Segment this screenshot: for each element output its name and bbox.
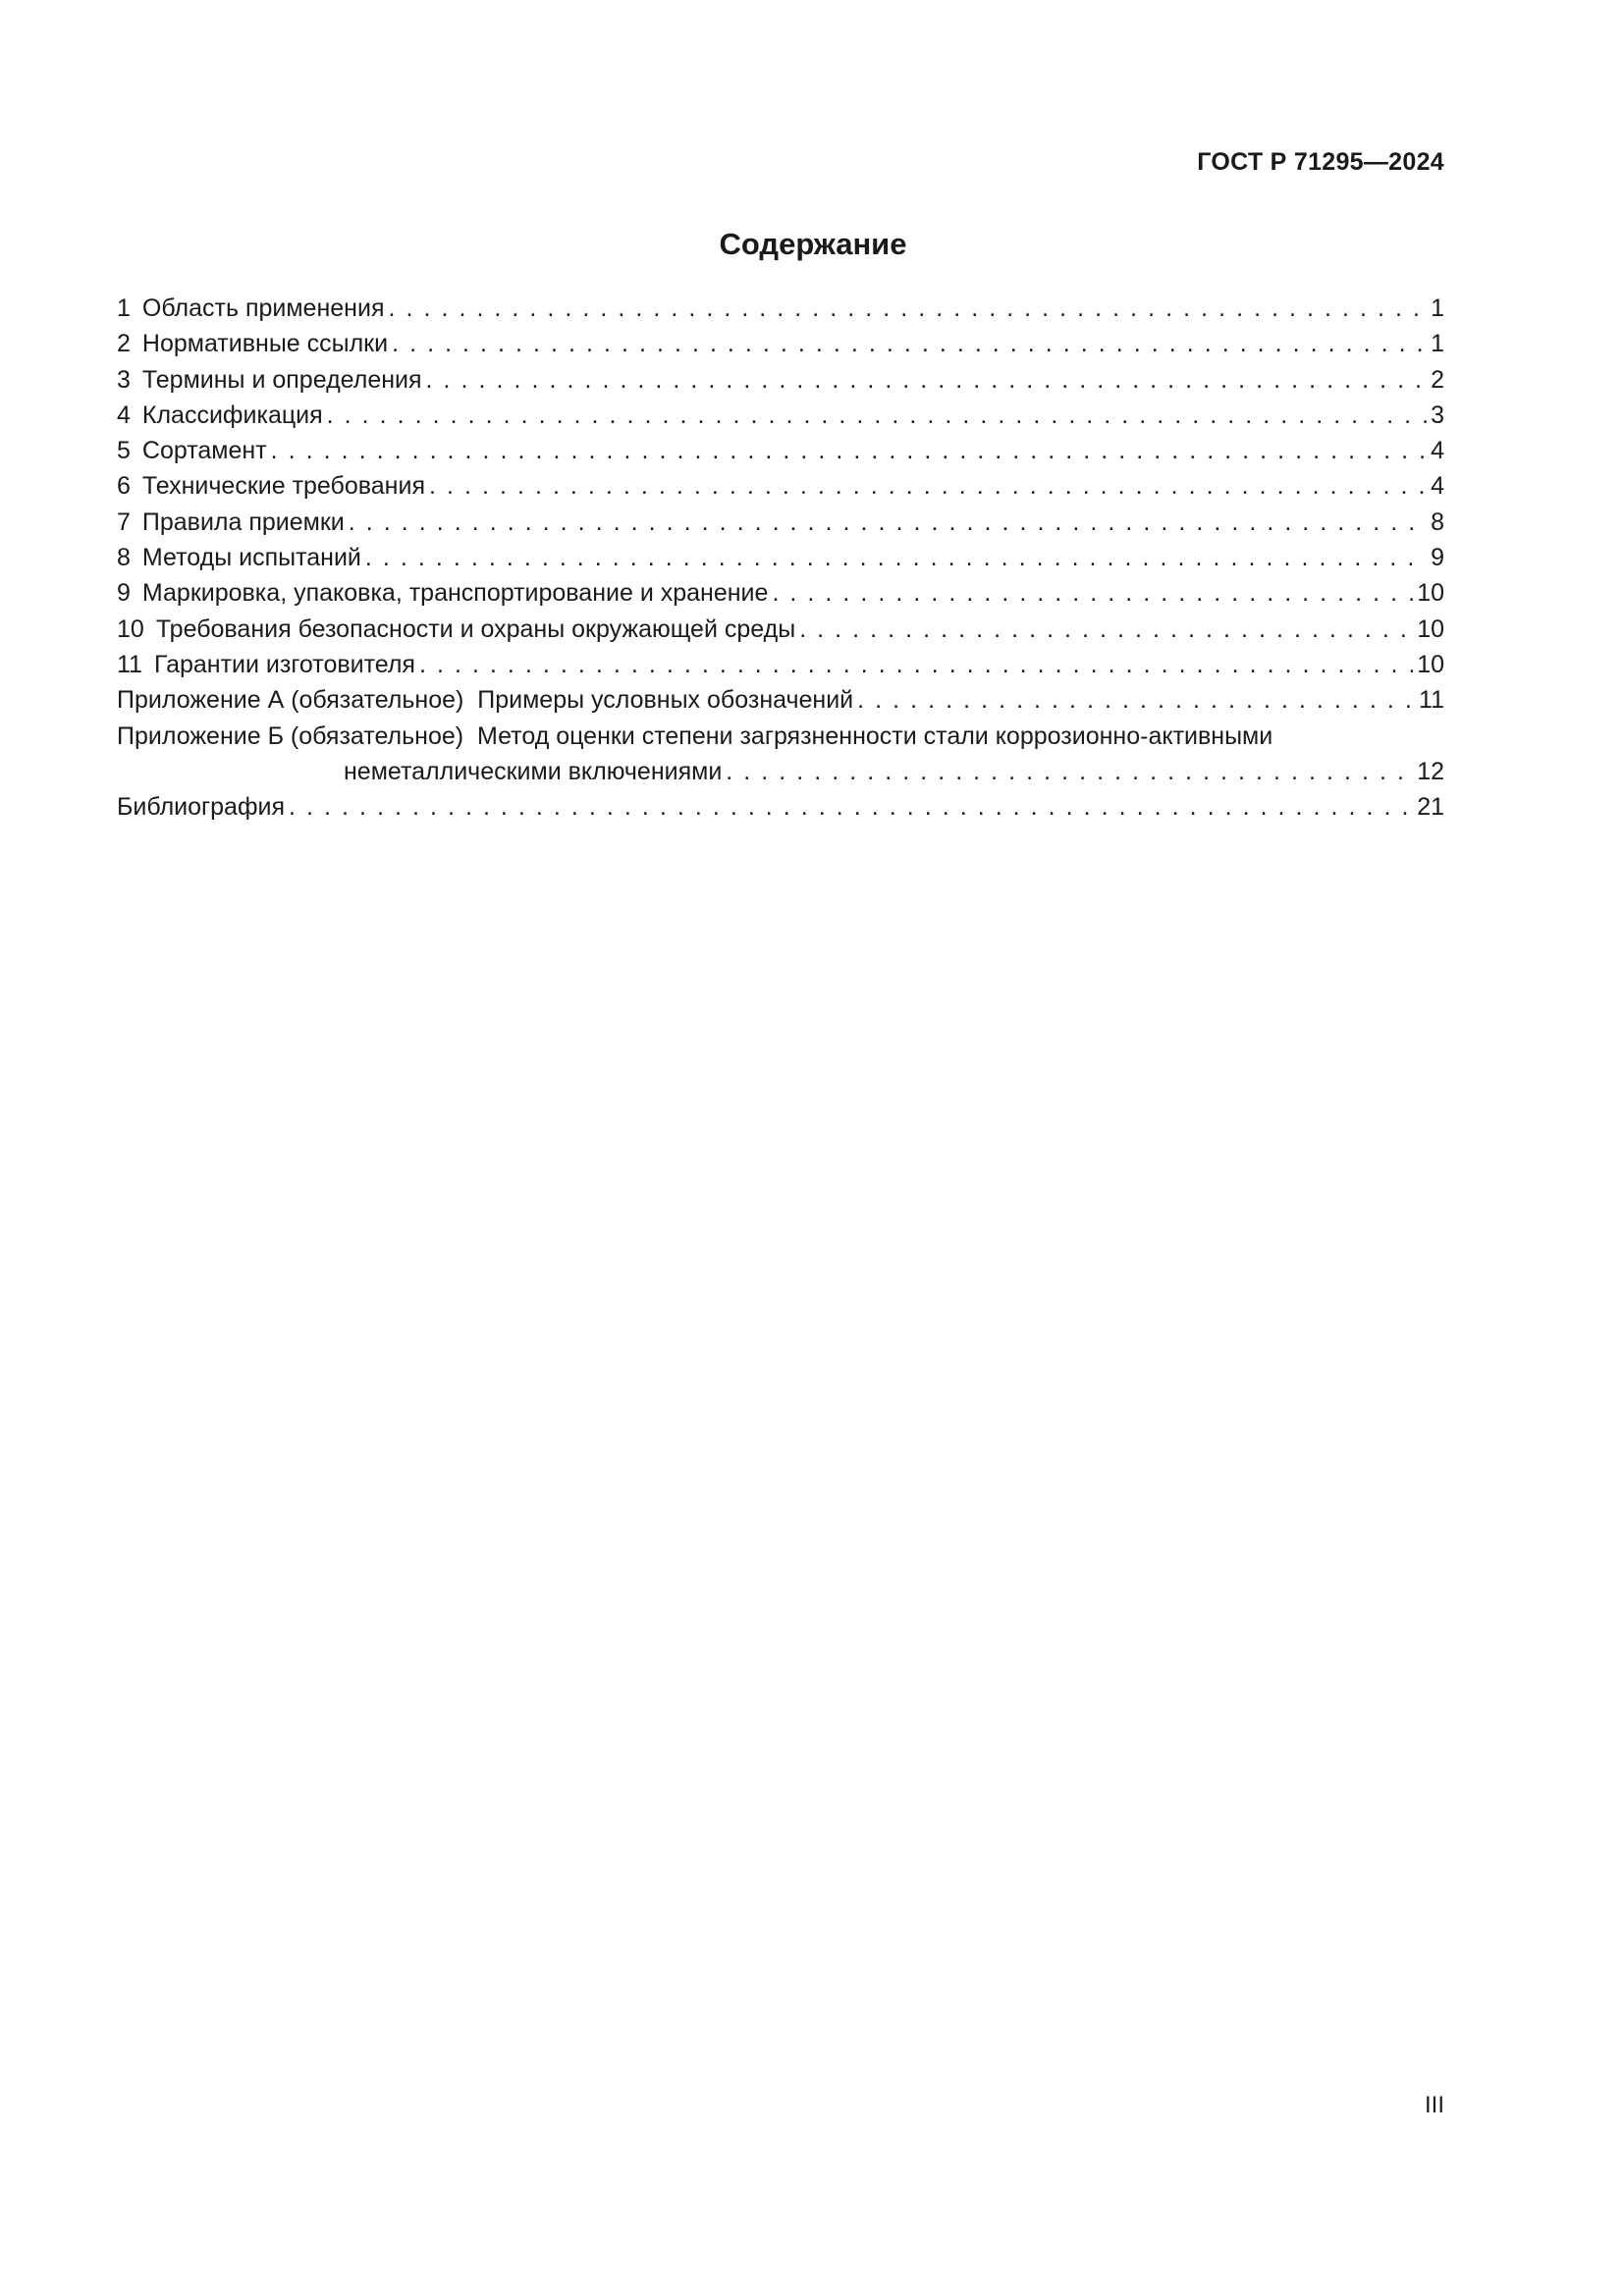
toc-entry-number: 10 bbox=[117, 614, 144, 643]
toc-entry-page: 2 bbox=[1431, 365, 1444, 394]
toc-entry-page: 8 bbox=[1431, 507, 1444, 536]
toc-entry-annex-a[interactable] bbox=[117, 682, 1444, 718]
toc-entry-number: 6 bbox=[117, 472, 131, 501]
toc-entry-label bbox=[117, 647, 415, 682]
toc-entry-page: 4 bbox=[1431, 472, 1444, 501]
toc-entry-7[interactable] bbox=[117, 505, 1444, 540]
toc-entry-title: Правила приемки bbox=[141, 507, 345, 536]
dot-leader bbox=[772, 575, 1413, 611]
toc-entry-number: 5 bbox=[117, 437, 131, 465]
toc-entry-4[interactable] bbox=[117, 398, 1444, 433]
toc-entry-page: 10 bbox=[1417, 579, 1444, 608]
toc-entry-8[interactable] bbox=[117, 540, 1444, 575]
toc-entry-page: 9 bbox=[1431, 544, 1444, 572]
dot-leader bbox=[349, 505, 1427, 540]
dot-leader bbox=[365, 540, 1427, 575]
dot-leader bbox=[289, 789, 1413, 825]
toc-entry-number: 11 bbox=[117, 650, 142, 678]
toc-entry-10[interactable] bbox=[117, 612, 1444, 647]
toc-title-text: Содержание bbox=[719, 227, 907, 261]
toc-entry-label bbox=[117, 575, 768, 611]
toc-entry-title: Требования безопасности и охраны окружающей среды bbox=[155, 614, 796, 643]
annex-title-line-2: неметаллическими включениями bbox=[344, 757, 723, 785]
toc-entry-title: Область применения bbox=[141, 294, 385, 322]
dot-leader bbox=[388, 291, 1427, 326]
annex-title: Примеры условных обозначений bbox=[477, 686, 854, 715]
annex-label: Приложение А (обязательное) bbox=[117, 686, 464, 715]
toc-entry-title: Библиография bbox=[117, 793, 286, 822]
toc-entry-title: Термины и определения bbox=[141, 365, 422, 394]
dot-leader bbox=[857, 682, 1415, 718]
toc-entry-page: 3 bbox=[1431, 400, 1444, 429]
toc-entry-page: 4 bbox=[1431, 437, 1444, 465]
toc-entry-title: Технические требования bbox=[141, 472, 425, 501]
toc-entry-title: Сортамент bbox=[141, 437, 267, 465]
toc-entry-page: 1 bbox=[1431, 330, 1444, 358]
toc-entry-number: 1 bbox=[117, 294, 131, 322]
dot-leader bbox=[271, 433, 1427, 468]
dot-leader bbox=[799, 612, 1413, 647]
dot-leader bbox=[419, 647, 1413, 682]
toc-entry-page: 11 bbox=[1419, 686, 1444, 715]
toc-entry-11[interactable] bbox=[117, 647, 1444, 682]
toc-entry-3[interactable] bbox=[117, 362, 1444, 398]
toc-entry-page: 10 bbox=[1417, 614, 1444, 643]
toc-entry-9[interactable] bbox=[117, 575, 1444, 611]
toc-entry-label bbox=[117, 505, 345, 540]
toc-entry-number: 8 bbox=[117, 544, 131, 572]
toc-entry-2[interactable] bbox=[117, 326, 1444, 361]
toc-entry-title: Классификация bbox=[141, 400, 323, 429]
toc-entry-label bbox=[117, 291, 384, 326]
toc-entry-6[interactable] bbox=[117, 468, 1444, 504]
toc-entry-annex-b[interactable] bbox=[117, 719, 1444, 790]
toc-entry-label bbox=[117, 326, 388, 361]
toc-entry-5[interactable] bbox=[117, 433, 1444, 468]
toc-entry-page: 21 bbox=[1417, 793, 1444, 822]
toc-entry-page: 1 bbox=[1431, 294, 1444, 322]
annex-title-line-1: Метод оценки степени загрязненности стали коррозионно-активными bbox=[476, 721, 1273, 750]
toc-entry-bibliography[interactable] bbox=[117, 789, 1444, 825]
dot-leader bbox=[327, 398, 1427, 433]
annex-b-first-line bbox=[117, 719, 1444, 754]
toc-entry-label bbox=[117, 433, 267, 468]
toc-entry-title: Гарантии изготовителя bbox=[153, 650, 415, 678]
page-number: III bbox=[1424, 2092, 1444, 2118]
annex-label: Приложение Б (обязательное) bbox=[117, 721, 464, 750]
document-code: ГОСТ Р 71295—2024 bbox=[1197, 148, 1444, 176]
toc-entry-number: 3 bbox=[117, 365, 131, 394]
toc-entry-label bbox=[117, 612, 795, 647]
dot-leader bbox=[726, 754, 1413, 789]
dot-leader bbox=[426, 362, 1428, 398]
toc-entry-title: Методы испытаний bbox=[141, 544, 361, 572]
toc-entry-number: 4 bbox=[117, 400, 131, 429]
toc-entry-page: 10 bbox=[1417, 650, 1444, 678]
toc-entry-label bbox=[117, 398, 323, 433]
toc-entry-page: 12 bbox=[1417, 757, 1444, 785]
toc-title bbox=[0, 227, 1624, 262]
dot-leader bbox=[392, 326, 1427, 361]
toc-entry-label bbox=[117, 362, 422, 398]
annex-b-continuation bbox=[117, 754, 1444, 789]
toc-entry-label bbox=[117, 682, 853, 718]
dot-leader bbox=[429, 468, 1427, 504]
table-of-contents bbox=[117, 291, 1444, 825]
toc-entry-1[interactable] bbox=[117, 291, 1444, 326]
toc-entry-title: Маркировка, упаковка, транспортирование и хранение bbox=[141, 579, 769, 608]
toc-entry-number: 9 bbox=[117, 579, 131, 608]
toc-entry-label bbox=[117, 540, 361, 575]
toc-entry-number: 2 bbox=[117, 330, 131, 358]
toc-entry-number: 7 bbox=[117, 507, 131, 536]
toc-entry-label bbox=[117, 468, 425, 504]
toc-entry-title: Нормативные ссылки bbox=[141, 330, 389, 358]
